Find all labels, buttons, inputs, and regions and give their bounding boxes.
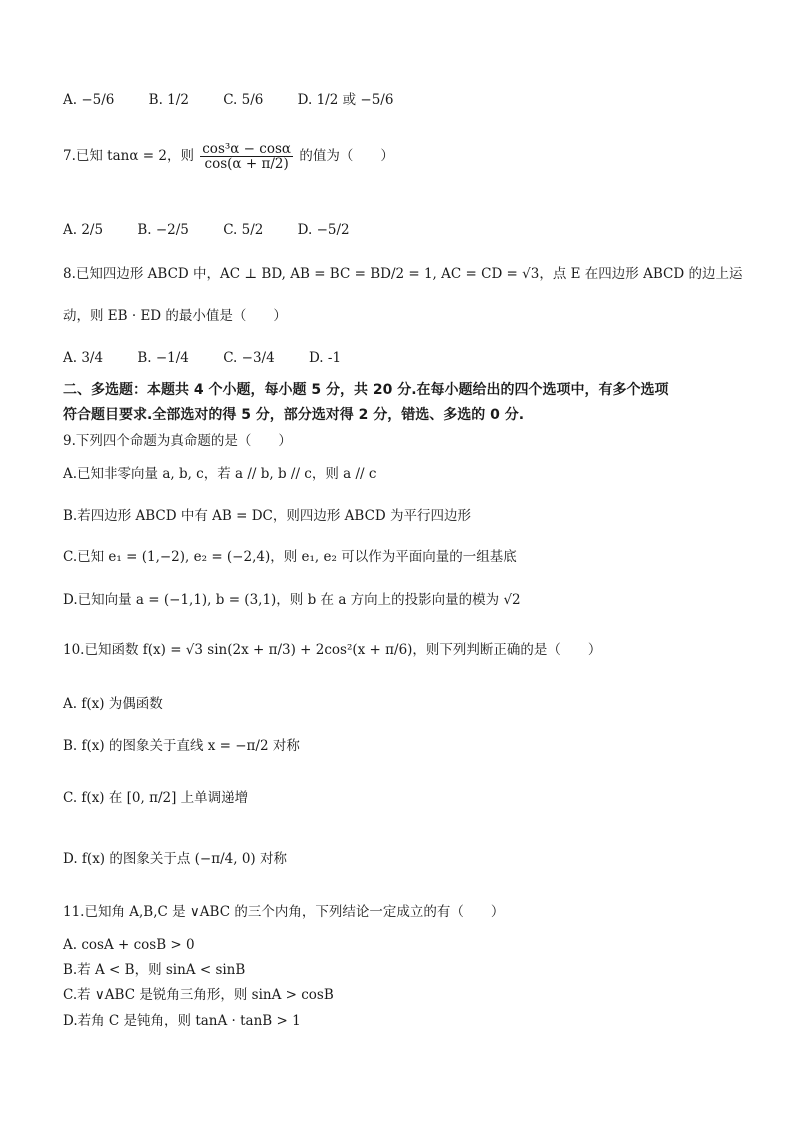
q11-option-b: B.若 A < B，则 sinA < sinB	[63, 962, 246, 978]
q7-stem-prefix: 7.已知 tanα = 2，则	[63, 148, 194, 165]
q10-option-b: B. f(x) 的图象关于直线 x = −π/2 对称	[63, 738, 300, 754]
q11-option-c: C.若 ∨ABC 是锐角三角形，则 sinA > cosB	[63, 987, 334, 1003]
q9-option-d: D.已知向量 a = (−1,1), b = (3,1)，则 b 在 a 方向上的投影向量的模为 √2	[63, 592, 521, 608]
q7-fraction-numerator: cos³α − cosα	[202, 141, 292, 157]
q8-stem-line2: 动，则 EB · ED 的最小值是（ ）	[63, 308, 287, 324]
section2-heading-line1: 二、多选题：本题共 4 个小题，每小题 5 分，共 20 分.在每小题给出的四个选项中，有多个选项	[63, 382, 669, 398]
q10-stem: 10.已知函数 f(x) = √3 sin(2x + π/3) + 2cos²(x + π/6)，则下列判断正确的是（ ）	[63, 642, 602, 658]
q7-fraction-denominator: cos(α + π/2)	[204, 156, 289, 173]
q7-stem-suffix: 的值为（ ）	[299, 148, 394, 165]
q7-option-a: A. 2/5	[63, 222, 104, 238]
q6-option-d: D. 1/2 或 −5/6	[297, 92, 394, 108]
q7-option-d: D. −5/2	[297, 222, 350, 238]
q6-options	[63, 92, 423, 108]
q8-option-b: B. −1/4	[137, 350, 189, 366]
q6-option-b: B. 1/2	[148, 92, 189, 108]
section2-heading-line2: 符合题目要求.全部选对的得 5 分，部分选对得 2 分，错选、多选的 0 分.	[63, 407, 525, 423]
q9-option-a: A.已知非零向量 a, b, c，若 a // b, b // c，则 a // c	[63, 466, 377, 482]
q7-fraction	[200, 142, 293, 171]
q6-option-c: C. 5/6	[223, 92, 264, 108]
q10-option-c: C. f(x) 在 [0, π/2] 上单调递增	[63, 790, 249, 806]
q8-option-d: D. -1	[308, 350, 342, 366]
q11-option-a: A. cosA + cosB > 0	[63, 937, 195, 953]
q6-option-a: A. −5/6	[63, 92, 115, 108]
q8-option-a: A. 3/4	[63, 350, 104, 366]
q11-option-d: D.若角 C 是钝角，则 tanA · tanB > 1	[63, 1013, 301, 1029]
q10-option-a: A. f(x) 为偶函数	[63, 696, 163, 712]
q9-option-b: B.若四边形 ABCD 中有 AB = DC，则四边形 ABCD 为平行四边形	[63, 508, 472, 524]
q7-options	[63, 222, 380, 238]
q7-option-b: B. −2/5	[137, 222, 189, 238]
q10-option-d: D. f(x) 的图象关于点 (−π/4, 0) 对称	[63, 851, 287, 867]
q9-stem: 9.下列四个命题为真命题的是（ ）	[63, 433, 292, 449]
q7-option-c: C. 5/2	[223, 222, 264, 238]
q7-stem	[63, 142, 394, 171]
q8-options	[63, 350, 371, 366]
q8-stem-line1: 8.已知四边形 ABCD 中，AC ⊥ BD, AB = BC = BD/2 = 1, AC = CD = √3，点 E 在四边形 ABCD 的边上运	[63, 266, 743, 282]
q8-option-c: C. −3/4	[223, 350, 275, 366]
q11-stem: 11.已知角 A,B,C 是 ∨ABC 的三个内角，下列结论一定成立的有（ ）	[63, 904, 505, 920]
q9-option-c: C.已知 e₁ = (1,−2), e₂ = (−2,4)，则 e₁, e₂ 可以作为平面向量的一组基底	[63, 549, 517, 565]
